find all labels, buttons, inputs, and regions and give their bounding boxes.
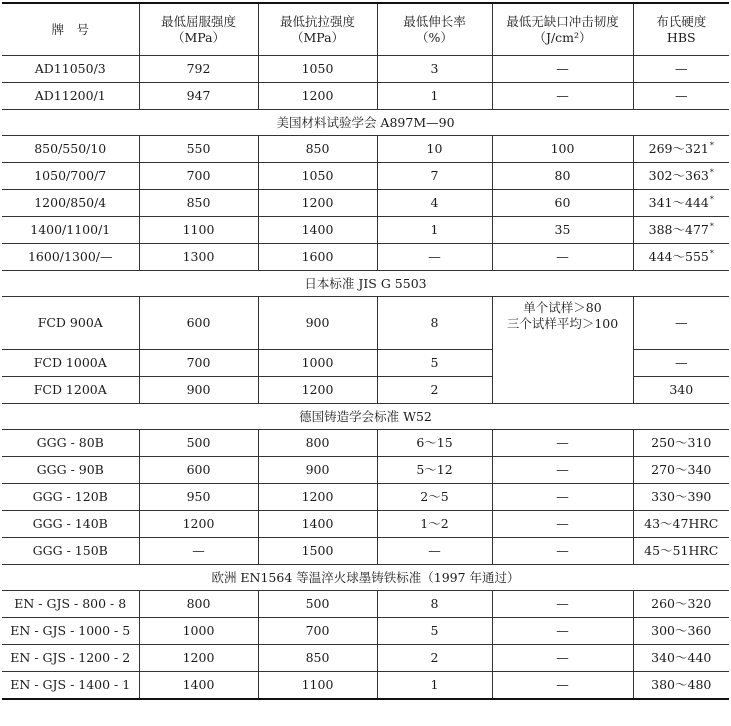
cell-grade: GGG - 140B <box>32 516 108 531</box>
cell-grade: EN - GJS - 1200 - 2 <box>10 650 131 665</box>
cell-yield: — <box>139 538 258 565</box>
section-title-w52: 德国铸造学会标准 W52 <box>299 408 432 424</box>
cell-grade: FCD 1000A <box>33 355 107 370</box>
cell-impact: — <box>492 645 633 672</box>
cell-elongation: 3 <box>377 56 492 83</box>
cell-yield: 1200 <box>139 511 258 538</box>
footnote-mark: * <box>709 167 714 177</box>
cell-hardness: 444～555* <box>633 244 729 271</box>
section-title-jis: 日本标准 JIS G 5503 <box>304 275 427 291</box>
cell-yield: 792 <box>139 56 258 83</box>
table-row <box>2 672 729 700</box>
cell-elongation: 6～15 <box>377 430 492 457</box>
cell-tensile: 1200 <box>258 484 377 511</box>
cell-hardness: 260～320 <box>633 591 729 618</box>
cell-yield: 950 <box>139 484 258 511</box>
cell-elongation: 1 <box>377 672 492 700</box>
cell-elongation: 5～12 <box>377 457 492 484</box>
section-title-en1564: 欧洲 EN1564 等温淬火球墨铸铁标准（1997 年通过） <box>211 569 520 585</box>
cell-grade: EN - GJS - 800 - 8 <box>14 596 127 611</box>
section-title-astm: 美国材料试验学会 A897M—90 <box>276 114 455 130</box>
cell-yield: 600 <box>139 457 258 484</box>
cell-elongation: 2 <box>377 645 492 672</box>
cell-tensile: 1000 <box>258 350 377 377</box>
cell-impact: — <box>492 672 633 700</box>
cell-grade: FCD 900A <box>37 315 103 330</box>
header-tensile-strength: 最低抗拉强度 （MPa） <box>258 3 377 56</box>
cell-hardness: — <box>633 297 729 350</box>
cell-impact: — <box>492 244 633 271</box>
cell-grade: 1600/1300/— <box>27 249 113 264</box>
cell-hardness: 380～480 <box>633 672 729 700</box>
header-yield-strength: 最低屈服强度 （MPa） <box>139 3 258 56</box>
cell-impact: — <box>492 538 633 565</box>
cell-hardness: 45～51HRC <box>633 538 729 565</box>
cell-tensile: 850 <box>258 645 377 672</box>
cell-grade: EN - GJS - 1400 - 1 <box>10 677 131 692</box>
cell-yield: 1100 <box>139 217 258 244</box>
cell-grade: 1400/1100/1 <box>30 222 111 237</box>
cell-elongation: 1～2 <box>377 511 492 538</box>
cell-elongation: 5 <box>377 618 492 645</box>
footnote-mark: * <box>709 248 714 258</box>
table-row <box>2 217 729 244</box>
table-row <box>2 511 729 538</box>
cell-elongation: 8 <box>377 297 492 350</box>
cell-yield: 700 <box>139 350 258 377</box>
table-row <box>2 618 729 645</box>
cell-grade: GGG - 80B <box>36 435 104 450</box>
cell-elongation: 5 <box>377 350 492 377</box>
cell-yield: 1300 <box>139 244 258 271</box>
cell-elongation: — <box>377 538 492 565</box>
cell-yield: 947 <box>139 83 258 110</box>
cell-tensile: 900 <box>258 297 377 350</box>
ductile-iron-properties-table <box>2 2 729 700</box>
cell-hardness: 302～363* <box>633 163 729 190</box>
cell-grade: EN - GJS - 1000 - 5 <box>10 623 131 638</box>
cell-hardness: 341～444* <box>633 190 729 217</box>
footnote-mark: * <box>709 221 714 231</box>
cell-tensile: 700 <box>258 618 377 645</box>
footnote-mark: * <box>709 140 714 150</box>
table-row <box>2 244 729 271</box>
cell-tensile: 1200 <box>258 190 377 217</box>
table-row <box>2 591 729 618</box>
table-row <box>2 457 729 484</box>
cell-tensile: 1400 <box>258 511 377 538</box>
cell-elongation: — <box>377 244 492 271</box>
cell-hardness: 269～321* <box>633 136 729 163</box>
table-row <box>2 297 729 350</box>
cell-impact: — <box>492 430 633 457</box>
cell-yield: 900 <box>139 377 258 404</box>
section-row <box>2 404 729 430</box>
cell-impact: — <box>492 591 633 618</box>
table-row <box>2 538 729 565</box>
cell-grade: GGG - 90B <box>36 462 104 477</box>
cell-yield: 1200 <box>139 645 258 672</box>
section-row <box>2 565 729 591</box>
cell-hardness: 43～47HRC <box>633 511 729 538</box>
cell-hardness: — <box>633 83 729 110</box>
cell-impact: — <box>492 457 633 484</box>
cell-tensile: 800 <box>258 430 377 457</box>
cell-yield: 700 <box>139 163 258 190</box>
header-brinell-hardness: 布氏硬度 HBS <box>633 3 729 56</box>
cell-impact: — <box>492 511 633 538</box>
cell-tensile: 1200 <box>258 377 377 404</box>
cell-grade: GGG - 150B <box>32 543 108 558</box>
cell-hardness: — <box>633 350 729 377</box>
cell-elongation: 2～5 <box>377 484 492 511</box>
cell-tensile: 1050 <box>258 163 377 190</box>
table-row <box>2 136 729 163</box>
cell-grade: 850/550/10 <box>34 141 107 156</box>
cell-tensile: 1100 <box>258 672 377 700</box>
cell-elongation: 8 <box>377 591 492 618</box>
cell-hardness: 340～440 <box>633 645 729 672</box>
cell-grade: 1050/700/7 <box>34 168 107 183</box>
cell-hardness: 388～477* <box>633 217 729 244</box>
table-row <box>2 484 729 511</box>
header-elongation: 最低伸长率 （%） <box>377 3 492 56</box>
cell-impact: — <box>492 484 633 511</box>
table-row <box>2 163 729 190</box>
cell-yield: 600 <box>139 297 258 350</box>
cell-hardness: 300～360 <box>633 618 729 645</box>
section-row <box>2 271 729 297</box>
cell-yield: 500 <box>139 430 258 457</box>
cell-impact: 35 <box>492 217 633 244</box>
cell-yield: 800 <box>139 591 258 618</box>
table-container <box>2 2 729 700</box>
cell-hardness: 340 <box>633 377 729 404</box>
cell-hardness: 250～310 <box>633 430 729 457</box>
cell-tensile: 1600 <box>258 244 377 271</box>
cell-elongation: 2 <box>377 377 492 404</box>
cell-hardness: — <box>633 56 729 83</box>
cell-impact: 80 <box>492 163 633 190</box>
cell-impact: — <box>492 56 633 83</box>
cell-grade: AD11200/1 <box>34 88 106 103</box>
cell-impact: — <box>492 83 633 110</box>
cell-impact: 100 <box>492 136 633 163</box>
cell-grade: FCD 1200A <box>33 382 107 397</box>
section-row <box>2 110 729 136</box>
cell-tensile: 1500 <box>258 538 377 565</box>
cell-tensile: 1050 <box>258 56 377 83</box>
cell-elongation: 4 <box>377 190 492 217</box>
cell-tensile: 850 <box>258 136 377 163</box>
cell-tensile: 1400 <box>258 217 377 244</box>
table-row <box>2 645 729 672</box>
cell-grade: GGG - 120B <box>32 489 108 504</box>
footnote-mark: * <box>709 194 714 204</box>
cell-tensile: 1200 <box>258 83 377 110</box>
header-grade: 牌 号 <box>51 21 89 37</box>
table-row <box>2 190 729 217</box>
cell-elongation: 1 <box>377 83 492 110</box>
table-row <box>2 83 729 110</box>
header-row <box>2 3 729 56</box>
cell-tensile: 500 <box>258 591 377 618</box>
cell-impact: 60 <box>492 190 633 217</box>
cell-grade: AD11050/3 <box>34 61 106 76</box>
cell-hardness: 330～390 <box>633 484 729 511</box>
cell-yield: 1000 <box>139 618 258 645</box>
table-row <box>2 430 729 457</box>
cell-yield: 850 <box>139 190 258 217</box>
cell-impact: — <box>492 618 633 645</box>
cell-elongation: 7 <box>377 163 492 190</box>
table-row <box>2 56 729 83</box>
cell-hardness: 270～340 <box>633 457 729 484</box>
cell-yield: 550 <box>139 136 258 163</box>
cell-grade: 1200/850/4 <box>34 195 107 210</box>
cell-yield: 1400 <box>139 672 258 700</box>
cell-elongation: 10 <box>377 136 492 163</box>
cell-tensile: 900 <box>258 457 377 484</box>
cell-elongation: 1 <box>377 217 492 244</box>
cell-impact-jis: 单个试样＞80 三个试样平均＞100 <box>492 297 633 404</box>
header-impact-toughness: 最低无缺口冲击韧度 （J/cm²） <box>492 3 633 56</box>
